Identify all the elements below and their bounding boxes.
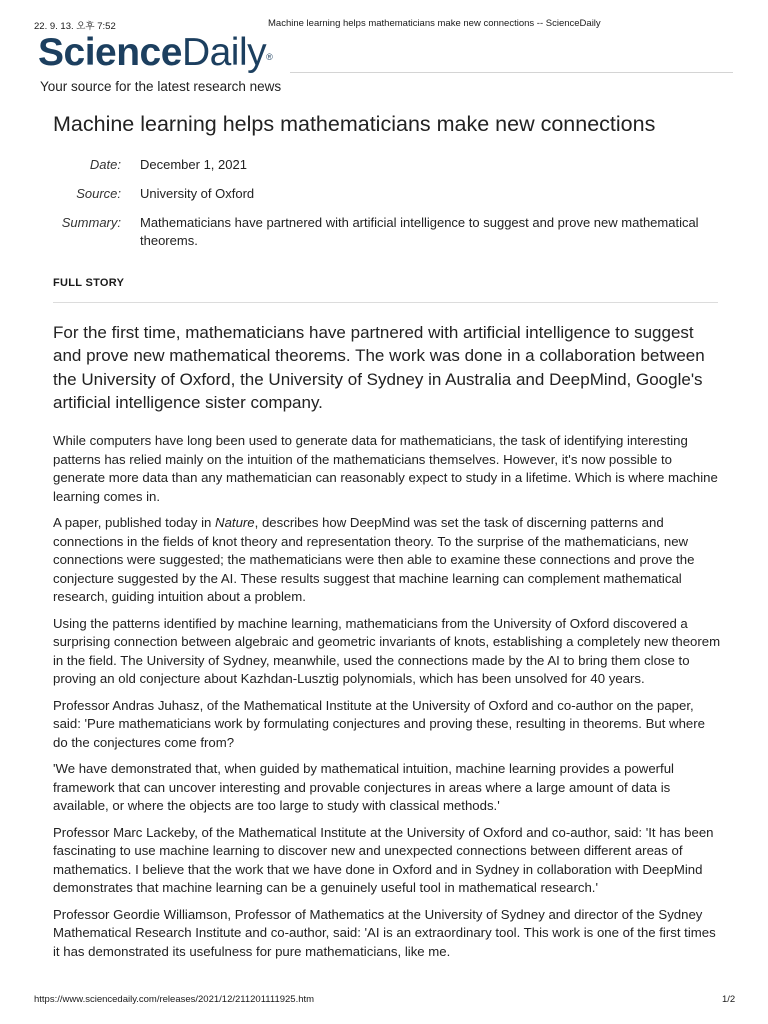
print-page-number: 1/2 (722, 994, 736, 1005)
article-lede: For the first time, mathematicians have partnered with artificial intelligence to suggest and prove new mathematical theorems. The work was done in a collaboration between the University of Oxford, the University of Sydney in Australia and DeepMind, Google's artificial intelligence sister company. (53, 323, 705, 412)
print-datetime: 22. 9. 13. 오후 7:52 (34, 21, 116, 32)
body-paragraph-5: 'We have demonstrated that, when guided by mathematical intuition, machine learning provides a powerful framework that can uncover interesting and provable conjectures in areas where a large amount of data is available, or where the objects are too large to study with classical methods.' (53, 761, 674, 813)
header-divider (290, 72, 733, 73)
meta-summary-value: Mathematicians have partnered with artificial intelligence to suggest and prove new mathematical theorems. (140, 215, 699, 248)
body-paragraph-1: While computers have long been used to generate data for mathematicians, the task of identifying interesting patterns has relied mainly on the intuition of the mathematicians themselves. However, it's now possible to generate more data than any mathematician can reasonably expect to study in a lifetime. Which is where machine learning comes in. (53, 433, 718, 504)
meta-date-value: December 1, 2021 (140, 157, 247, 172)
registered-mark: ® (266, 52, 273, 62)
meta-source-label: Source: (76, 186, 121, 201)
body-paragraph-2 (53, 514, 721, 607)
story-divider (53, 302, 718, 303)
sciencedaily-logo[interactable] (38, 31, 272, 75)
article-meta (53, 156, 718, 261)
meta-summary-label: Summary: (61, 215, 121, 230)
logo-science: Science (38, 31, 182, 74)
paragraph-2-text-end: , describes how DeepMind was set the task of discerning patterns and connections in the fields of knot theory and representation theory. To the surprise of the mathematicians, new connections were suggested; the mathematicians were then able to examine these connections and prove the conjecture suggested by the AI. These results suggest that machine learning can complement mathematical research, guiding intuition about a problem. (53, 515, 695, 604)
print-header (0, 18, 768, 32)
meta-date-row (53, 156, 718, 174)
print-page-title: Machine learning helps mathematicians make new connections -- ScienceDaily (268, 18, 601, 29)
logo-daily: Daily (181, 31, 267, 74)
site-tagline: Your source for the latest research news (40, 79, 282, 94)
meta-date-label: Date: (89, 157, 121, 172)
journal-name: Nature (215, 515, 255, 530)
article-body (53, 432, 721, 969)
meta-source-value: University of Oxford (140, 186, 255, 201)
full-story-label: FULL STORY (53, 277, 125, 289)
body-paragraph-4: Professor Andras Juhasz, of the Mathematical Institute at the University of Oxford and co-author on the paper, said: 'Pure mathematicians work by formulating conjectures and proving these, resulting in theorems. But where do the conjectures come from? (53, 697, 705, 750)
body-paragraph-7: Professor Geordie Williamson, Professor of Mathematics at the University of Sydney and director of the Sydney Mathematical Research Institute and co-author, said: 'AI is an extraordinary tool. This work is one of the first times it has demonstrated its usefulness for pure mathematicians, like me. (53, 906, 716, 959)
paragraph-2-text-start: A paper, published today in (53, 515, 216, 530)
body-paragraph-3: Using the patterns identified by machine learning, mathematicians from the University of Oxford discovered a surprising connection between algebraic and geometric invariants of knots, establishing a completely new theorem in the field. The University of Sydney, meanwhile, used the connections made by the AI to bring them close to proving an old conjecture about Kazhdan-Lusztig polynomials, which has been unsolved for 40 years. (53, 615, 721, 686)
print-url: https://www.sciencedaily.com/releases/2021/12/211201111925.htm (34, 994, 315, 1005)
meta-source-row (53, 185, 718, 203)
meta-summary-row (53, 214, 718, 250)
body-paragraph-6: Professor Marc Lackeby, of the Mathematical Institute at the University of Oxford and co-author, said: 'It has been fascinating to use machine learning to discover new and unexpected connections between different areas of mathematics. I believe that the work that we have done in Oxford and in Sydney in collaboration with DeepMind demonstrates that machine learning can be a genuinely useful tool in mathematical research.' (53, 824, 714, 895)
article-headline: Machine learning helps mathematicians make new connections (53, 112, 656, 136)
